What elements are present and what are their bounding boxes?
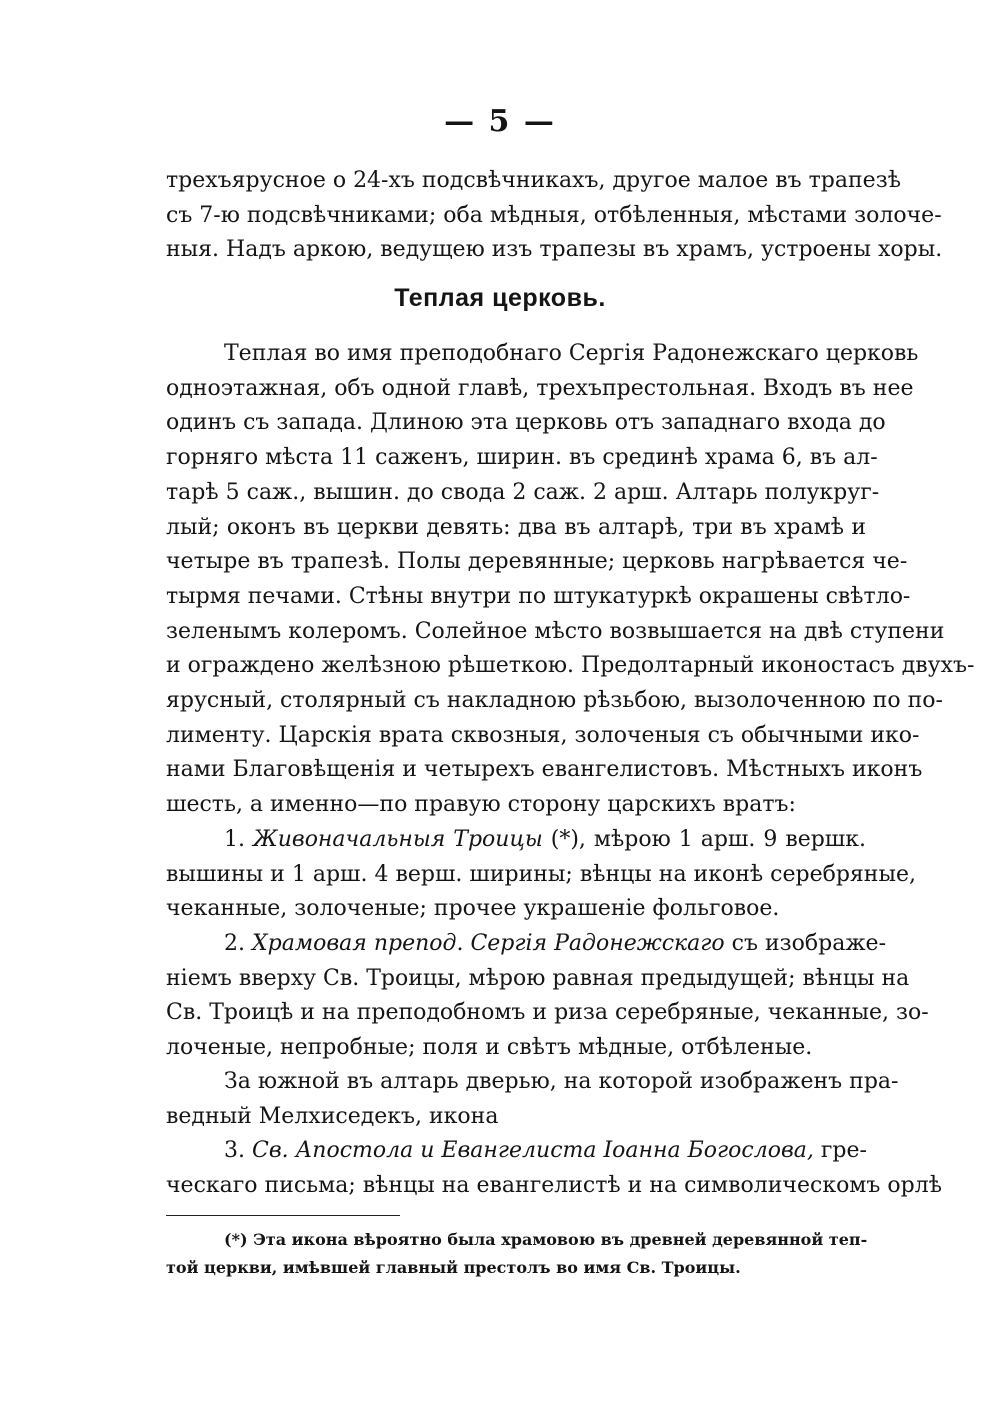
text-line: ніемъ вверху Св. Троицы, мѣрою равная предыдущей; вѣнцы на [166,965,910,991]
icon-title: Св. Апостола и Евангелиста Іоанна Богослова, [252,1138,814,1163]
text-line: ярусный, столярный съ накладною рѣзьбою, вызолоченною по по- [166,688,943,714]
text-line [166,1134,866,1169]
text-line: нами Благовѣщенія и четырехъ евангелистовъ. Мѣстныхъ иконъ [166,757,923,783]
icon-item-3 [166,1134,942,1203]
icon-item-1 [166,823,916,927]
text-line [166,927,887,962]
footnote-line: той церкви, имѣвшей главный престолъ во имя Св. Троицы. [166,1258,741,1277]
text-line: ныя. Надъ аркою, ведущею изъ трапезы въ храмъ, устроены хоры. [166,237,943,263]
page-number: — 5 — [444,104,556,139]
footnote-divider [166,1215,400,1216]
text-line: лый; оконъ въ церкви девять: два въ алтарѣ, три въ храмѣ и [166,514,866,540]
item-text: (*), мѣрою 1 арш. 9 вершк. [550,827,867,852]
text-line: съ 7-ю подсвѣчниками; оба мѣдныя, отбѣленныя, мѣстами золоче- [166,202,942,228]
text-line: чеканные, золоченые; прочее украшеніе фольговое. [166,896,780,922]
text-line: Св. Троицѣ и на преподобномъ и риза серебряные, чеканные, зо- [166,1000,929,1026]
text-line: горняго мѣста 11 саженъ, ширин. въ срединѣ храма 6, въ ал- [166,445,878,471]
footnote-line: (*) Эта икона вѣроятно была храмовою въ древней деревянной теп- [224,1230,868,1249]
text-line [166,823,866,858]
item-text: съ изображе- [731,931,887,956]
footnote [166,1226,866,1282]
south-door-paragraph [166,1065,899,1134]
text-line: трехъярусное о 24-хъ подсвѣчникахъ, другое малое въ трапезѣ [166,168,901,193]
text-line: Теплая во имя преподобнаго Сергія Радонежскаго церковь [224,341,919,366]
text-line: четыре въ трапезѣ. Полы деревянные; церковь нагрѣвается че- [166,549,908,575]
text-line: одноэтажная, объ одной главѣ, трехъпрестольная. Входъ въ нее [166,375,914,401]
text-line: За южной въ алтарь дверью, на которой изображенъ пра- [224,1069,899,1094]
text-line: ческаго письма; вѣнцы на евангелистѣ и на символическомъ орлѣ [166,1172,942,1198]
text-line: лименту. Царскія врата сквозныя, золоченыя съ обычными ико- [166,722,920,748]
text-line: тарѣ 5 саж., вышин. до свода 2 саж. 2 арш. Алтарь полукруг- [166,479,880,505]
text-line: и ограждено желѣзною рѣшеткою. Предолтарный иконостасъ двухъ- [166,653,975,679]
section-heading: Теплая церковь. [394,284,606,312]
icon-title: Храмовая препод. Сергія Радонежскаго [252,931,725,956]
text-line: тырмя печами. Стѣны внутри по штукатуркѣ окрашены свѣтло- [166,583,911,609]
icon-item-2 [166,927,929,1066]
text-line: ведный Мелхиседекъ, икона [166,1103,499,1129]
text-line: вышины и 1 арш. 4 верш. ширины; вѣнцы на иконѣ серебряные, [166,861,916,887]
main-paragraph [166,337,975,823]
item-number: 3. [224,1138,245,1163]
top-paragraph [166,164,943,268]
icon-title: Живоначальныя Троицы [253,827,543,852]
item-number: 2. [224,931,245,956]
text-line: лоченые, непробные; поля и свѣтъ мѣдные, отбѣленые. [166,1035,813,1061]
text-line: одинъ съ запада. Длиною эта церковь отъ западнаго входа до [166,410,886,436]
item-number: 1. [224,827,245,852]
text-line: шесть, а именно—по правую сторону царскихъ вратъ: [166,792,796,818]
text-line: зеленымъ колеромъ. Солейное мѣсто возвышается на двѣ ступени [166,618,945,644]
item-text: гре- [820,1138,867,1163]
